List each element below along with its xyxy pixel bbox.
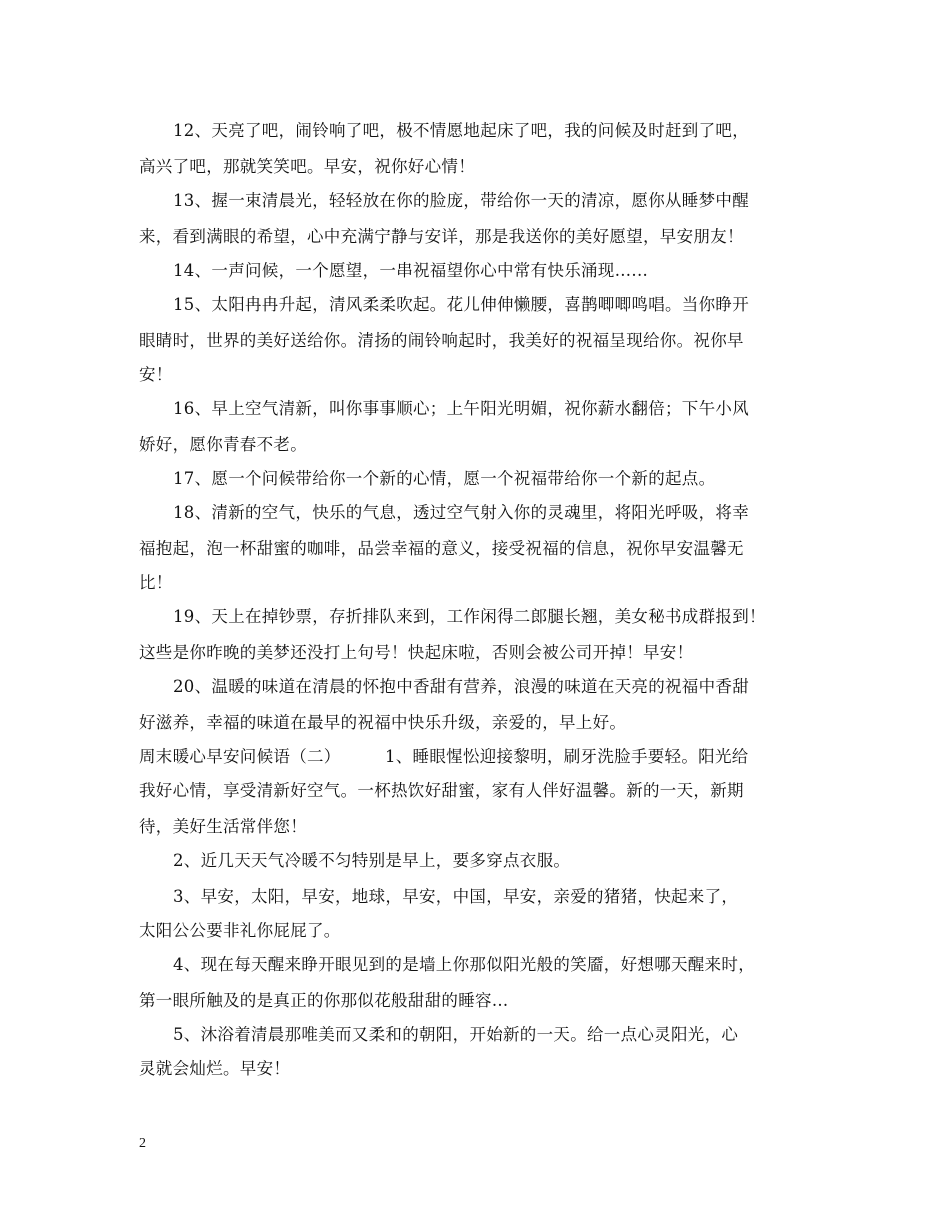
text-line: 12、天亮了吧，闹铃响了吧，极不情愿地起床了吧，我的问候及时赶到了吧， bbox=[173, 121, 749, 140]
text-line: 来，看到满眼的希望，心中充满宁静与安详，那是我送你的美好愿望，早安朋友！ bbox=[139, 227, 744, 246]
text-line: 高兴了吧，那就笑笑吧。早安，祝你好心情！ bbox=[139, 157, 475, 176]
text-line: 这些是你昨晚的美梦还没打上句号！快起床啦，否则会被公司开掉！早安！ bbox=[139, 643, 694, 662]
text-line: 20、温暖的味道在清晨的怀抱中香甜有营养，浪漫的味道在天亮的祝福中香甜 bbox=[173, 677, 749, 696]
text-line: 第一眼所触及的是真正的你那似花般甜甜的睡容… bbox=[139, 991, 509, 1010]
text-line: 19、天上在掉钞票，存折排队来到，工作闲得二郎腿长翘，美女秘书成群报到！ bbox=[173, 607, 766, 626]
text-line: 16、早上空气清新，叫你事事顺心；上午阳光明媚，祝你薪水翻倍；下午小风 bbox=[173, 399, 749, 418]
text-line: 娇好，愿你青春不老。 bbox=[139, 435, 307, 454]
text-line: 眼睛时，世界的美好送给你。清扬的闹铃响起时，我美好的祝福呈现给你。祝你早 bbox=[139, 331, 744, 350]
text-line: 福抱起，泡一杯甜蜜的咖啡，品尝幸福的意义，接受祝福的信息，祝你早安温馨无 bbox=[139, 539, 744, 558]
text-line: 13、握一束清晨光，轻轻放在你的脸庞，带给你一天的清凉，愿你从睡梦中醒 bbox=[173, 191, 749, 210]
text-line: 17、愿一个问候带给你一个新的心情，愿一个祝福带给你一个新的起点。 bbox=[173, 469, 716, 488]
text-line: 我好心情，享受清新好空气。一杯热饮好甜蜜，家有人伴好温馨。新的一天，新期 bbox=[139, 781, 744, 800]
section-heading-line: 周末暖心早安问候语（二） 1、睡眼惺忪迎接黎明，刷牙洗脸手要轻。阳光给 bbox=[139, 747, 749, 766]
text-line: 3、早安，太阳，早安，地球，早安，中国，早安，亲爱的猪猪，快起来了， bbox=[173, 887, 739, 906]
text-line: 好滋养，幸福的味道在最早的祝福中快乐升级，亲爱的，早上好。 bbox=[139, 713, 627, 732]
text-line: 2、近几天天气冷暖不匀特别是早上，要多穿点衣服。 bbox=[173, 851, 571, 870]
text-line: 14、一声问候，一个愿望，一串祝福望你心中常有快乐涌现…... bbox=[173, 261, 649, 280]
text-line: 比！ bbox=[139, 573, 173, 592]
text-line: 安！ bbox=[139, 365, 173, 384]
text-line: 灵就会灿烂。早安！ bbox=[139, 1059, 291, 1078]
text-line: 18、清新的空气，快乐的气息，透过空气射入你的灵魂里，将阳光呼吸，将幸 bbox=[173, 503, 749, 522]
text-line: 5、沐浴着清晨那唯美而又柔和的朝阳，开始新的一天。给一点心灵阳光，心 bbox=[173, 1025, 739, 1044]
text-line: 15、太阳冉冉升起，清风柔柔吹起。花儿伸伸懒腰，喜鹊唧唧鸣唱。当你睁开 bbox=[173, 295, 749, 314]
text-line: 4、现在每天醒来睁开眼见到的是墙上你那似阳光般的笑靥，好想哪天醒来时， bbox=[173, 955, 755, 974]
text-line: 待，美好生活常伴您！ bbox=[139, 817, 307, 836]
page-number: 2 bbox=[139, 1136, 146, 1151]
text-line: 太阳公公要非礼你屁屁了。 bbox=[139, 921, 341, 940]
